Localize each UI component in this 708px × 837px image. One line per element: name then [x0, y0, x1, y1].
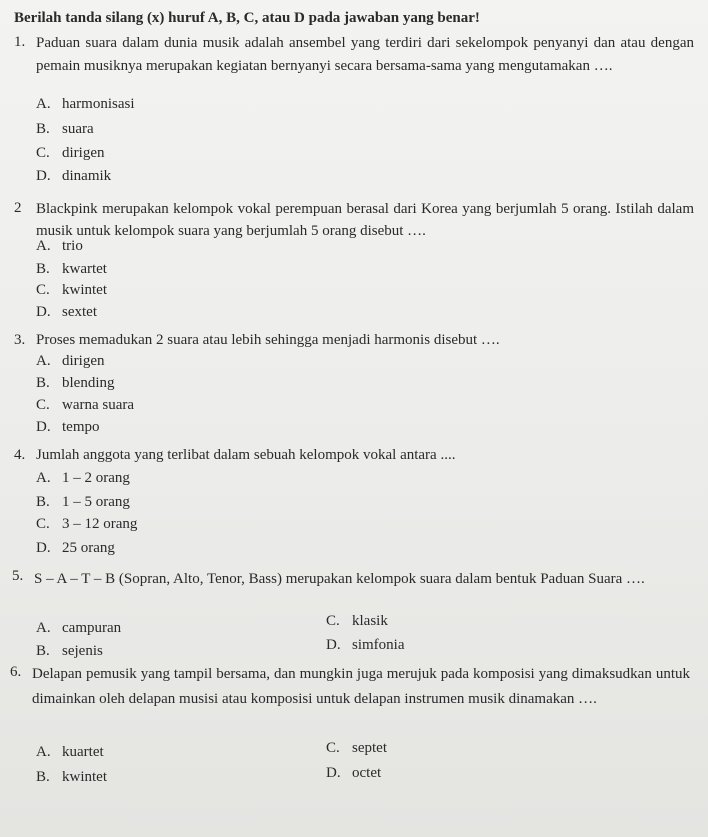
- question-text: Blackpink merupakan kelompok vokal perempuan berasal dari Korea yang berjumlah 5 orang. Istilah dalam musik untuk kelompok suara yang berjumlah 5 orang disebut ….: [36, 201, 694, 239]
- question-text: Jumlah anggota yang terlibat dalam sebuah kelompok vokal antara ....: [36, 447, 456, 463]
- option-1a[interactable]: A. harmonisasi: [36, 96, 135, 112]
- option-2a[interactable]: A. trio: [36, 238, 83, 254]
- question-2: [14, 198, 694, 242]
- option-6b[interactable]: B. kwintet: [36, 769, 107, 785]
- question-text: Paduan suara dalam dunia musik adalah ansembel yang terdiri dari sekelompok penyanyi dan atau dengan pemain musiknya merupakan kegiatan bernyanyi secara bersama-sama yang mengutamakan ….: [36, 35, 694, 74]
- option-5b[interactable]: B. sejenis: [36, 643, 103, 659]
- question-3: [14, 330, 694, 350]
- option-4b[interactable]: B. 1 – 5 orang: [36, 494, 130, 510]
- option-5a[interactable]: A. campuran: [36, 620, 122, 636]
- question-number: 2: [14, 200, 22, 216]
- question-text: Delapan pemusik yang tampil bersama, dan mungkin juga merujuk pada komposisi yang dimaksudkan untuk dimainkan oleh delapan musisi atau komposisi untuk delapan instrumen musik dinamakan ….: [32, 666, 690, 707]
- option-1c[interactable]: C. dirigen: [36, 145, 105, 161]
- question-number: 1.: [14, 34, 26, 50]
- option-2b[interactable]: B. kwartet: [36, 261, 107, 277]
- question-6: [10, 662, 690, 712]
- instruction-heading: Berilah tanda silang (x) huruf A, B, C, atau D pada jawaban yang benar!: [14, 10, 480, 26]
- option-6d[interactable]: D. octet: [326, 765, 382, 781]
- option-3b[interactable]: B. blending: [36, 375, 115, 391]
- option-6a[interactable]: A. kuartet: [36, 744, 104, 760]
- option-5c[interactable]: C. klasik: [326, 613, 388, 629]
- question-number: 3.: [14, 332, 26, 348]
- option-4c[interactable]: C. 3 – 12 orang: [36, 516, 138, 532]
- option-2c[interactable]: C. kwintet: [36, 282, 107, 298]
- question-5: [12, 566, 688, 592]
- option-3c[interactable]: C. warna suara: [36, 397, 135, 413]
- option-1b[interactable]: B. suara: [36, 121, 94, 137]
- option-6c[interactable]: C. septet: [326, 740, 387, 756]
- question-number: 4.: [14, 447, 26, 463]
- question-1: [14, 32, 694, 78]
- question-text: S – A – T – B (Sopran, Alto, Tenor, Bass) merupakan kelompok suara dalam bentuk Paduan Suara ….: [34, 571, 645, 587]
- question-4: [14, 445, 694, 465]
- option-4d[interactable]: D. 25 orang: [36, 540, 115, 556]
- question-number: 6.: [10, 664, 22, 680]
- option-4a[interactable]: A. 1 – 2 orang: [36, 470, 130, 486]
- option-1d[interactable]: D. dinamik: [36, 168, 112, 184]
- question-number: 5.: [12, 568, 24, 584]
- option-3d[interactable]: D. tempo: [36, 419, 100, 435]
- option-3a[interactable]: A. dirigen: [36, 353, 105, 369]
- question-text: Proses memadukan 2 suara atau lebih sehingga menjadi harmonis disebut ….: [36, 332, 500, 348]
- option-2d[interactable]: D. sextet: [36, 304, 97, 320]
- option-5d[interactable]: D. simfonia: [326, 637, 405, 653]
